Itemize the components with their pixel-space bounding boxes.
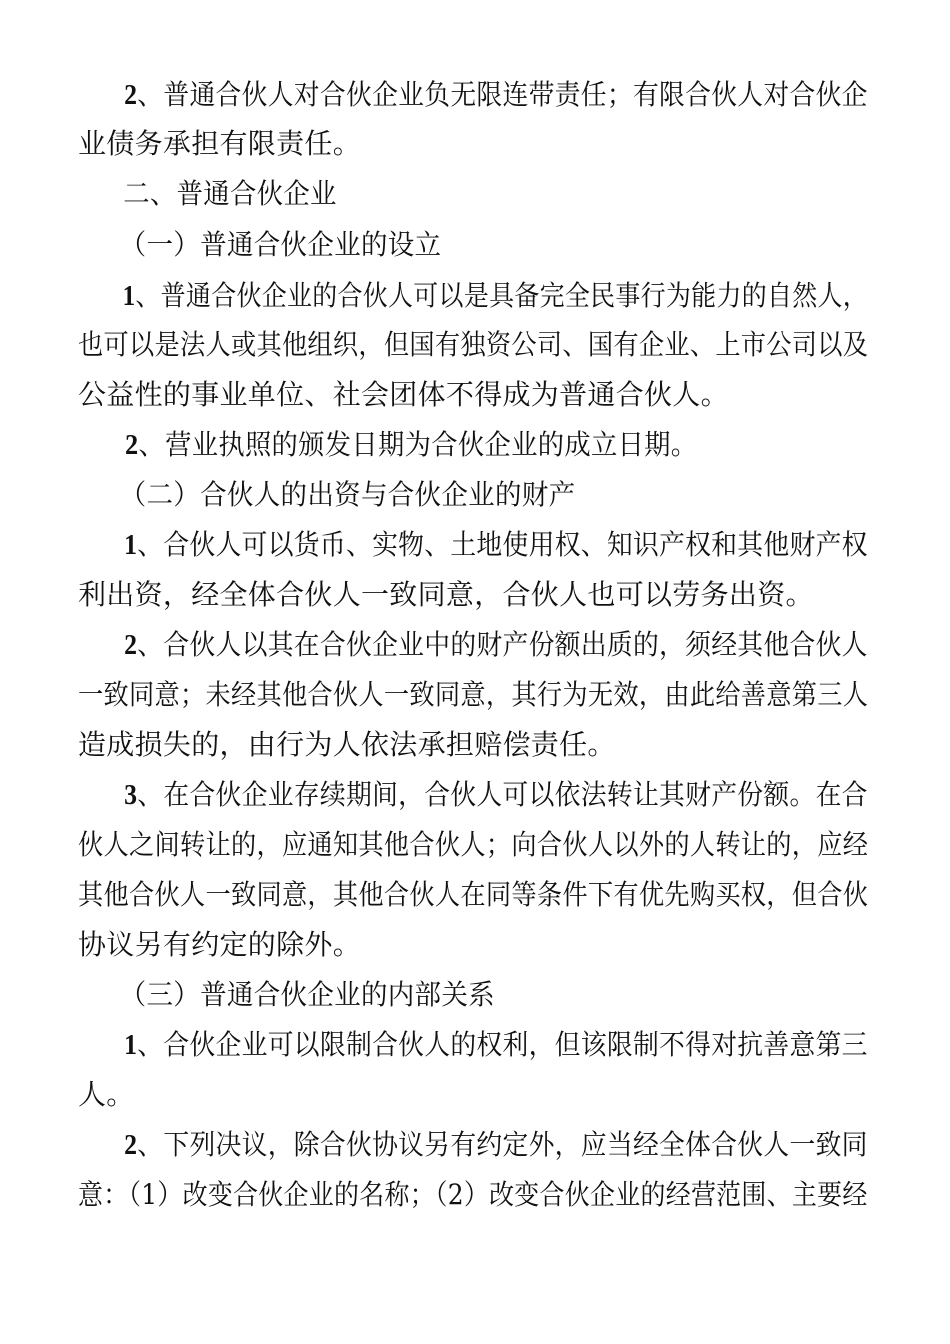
text-line — [78, 725, 868, 765]
text-line — [78, 375, 868, 415]
line-text: 其他合伙人一致同意，其他合伙人在同等条件下有优先购买权，但合伙 — [78, 878, 869, 911]
line-text: 业债务承担有限责任。 — [78, 127, 362, 160]
item-number: 2 — [124, 630, 138, 661]
line-text: 意：（1）改变合伙企业的名称；（2）改变合伙企业的经营范围、主要经 — [78, 1178, 868, 1211]
line-text: 造成损失的，由行为人依法承担赔偿责任。 — [78, 728, 616, 761]
text-line — [78, 425, 868, 465]
item-number: 3 — [124, 780, 138, 811]
text-line — [78, 325, 869, 365]
text-line — [78, 1175, 868, 1215]
line-text: 、在合伙企业存续期间，合伙人可以依法转让其财产份额。在合 — [137, 778, 868, 811]
line-text: 利出资，经全体合伙人一致同意，合伙人也可以劳务出资。 — [78, 578, 814, 611]
line-text: 、普通合伙人对合伙企业负无限连带责任；有限合伙人对合伙企 — [137, 78, 868, 111]
text-line — [78, 875, 869, 915]
text-line — [78, 675, 869, 715]
text-line — [78, 276, 869, 316]
line-text: （二）合伙人的出资与合伙企业的财产 — [119, 478, 576, 511]
line-text: 、营业执照的颁发日期为合伙企业的成立日期。 — [138, 428, 698, 461]
subsection-heading — [78, 475, 868, 515]
line-text: 、合伙人可以货币、实物、土地使用权、知识产权和其他财产权 — [137, 528, 868, 561]
line-text: 也可以是法人或其他组织，但国有独资公司、国有企业、上市公司以及 — [78, 328, 869, 361]
line-text: 、合伙人以其在合伙企业中的财产份额出质的，须经其他合伙人 — [137, 628, 868, 661]
text-line — [78, 925, 868, 965]
text-line — [78, 1025, 868, 1065]
line-text: 二、普通合伙企业 — [123, 177, 337, 210]
line-text: 、下列决议，除合伙协议另有约定外，应当经全体合伙人一致同 — [137, 1128, 868, 1161]
line-text: 一致同意；未经其他合伙人一致同意，其行为无效，由此给善意第三人 — [78, 678, 869, 711]
text-line — [78, 825, 869, 865]
text-line — [78, 525, 868, 565]
text-line — [78, 775, 868, 815]
item-number: 2 — [124, 1130, 138, 1161]
line-text: （一）普通合伙企业的设立 — [119, 228, 442, 261]
line-text: 人。 — [78, 1078, 135, 1111]
subsection-heading — [78, 225, 868, 265]
item-number: 1 — [124, 530, 138, 561]
section-heading — [78, 174, 868, 214]
item-number: 2 — [124, 80, 138, 111]
item-number: 1 — [124, 1030, 138, 1061]
line-text: 公益性的事业单位、社会团体不得成为普通合伙人。 — [78, 378, 729, 411]
line-text: 、普通合伙企业的合伙人可以是具备完全民事行为能力的自然人， — [135, 279, 869, 312]
text-line — [78, 575, 868, 615]
text-line — [78, 625, 868, 665]
subsection-heading — [78, 975, 868, 1015]
text-line — [78, 1075, 868, 1115]
line-text: 协议另有约定的除外。 — [78, 928, 362, 961]
line-text: 伙人之间转让的，应通知其他合伙人；向合伙人以外的人转让的，应经 — [78, 828, 869, 861]
item-number: 2 — [125, 430, 139, 461]
text-line — [78, 124, 868, 164]
text-line — [78, 75, 868, 115]
line-text: （三）普通合伙企业的内部关系 — [119, 978, 495, 1011]
item-number: 1 — [122, 281, 136, 312]
text-line — [78, 1125, 868, 1165]
line-text: 、合伙企业可以限制合伙人的权利，但该限制不得对抗善意第三 — [137, 1028, 868, 1061]
